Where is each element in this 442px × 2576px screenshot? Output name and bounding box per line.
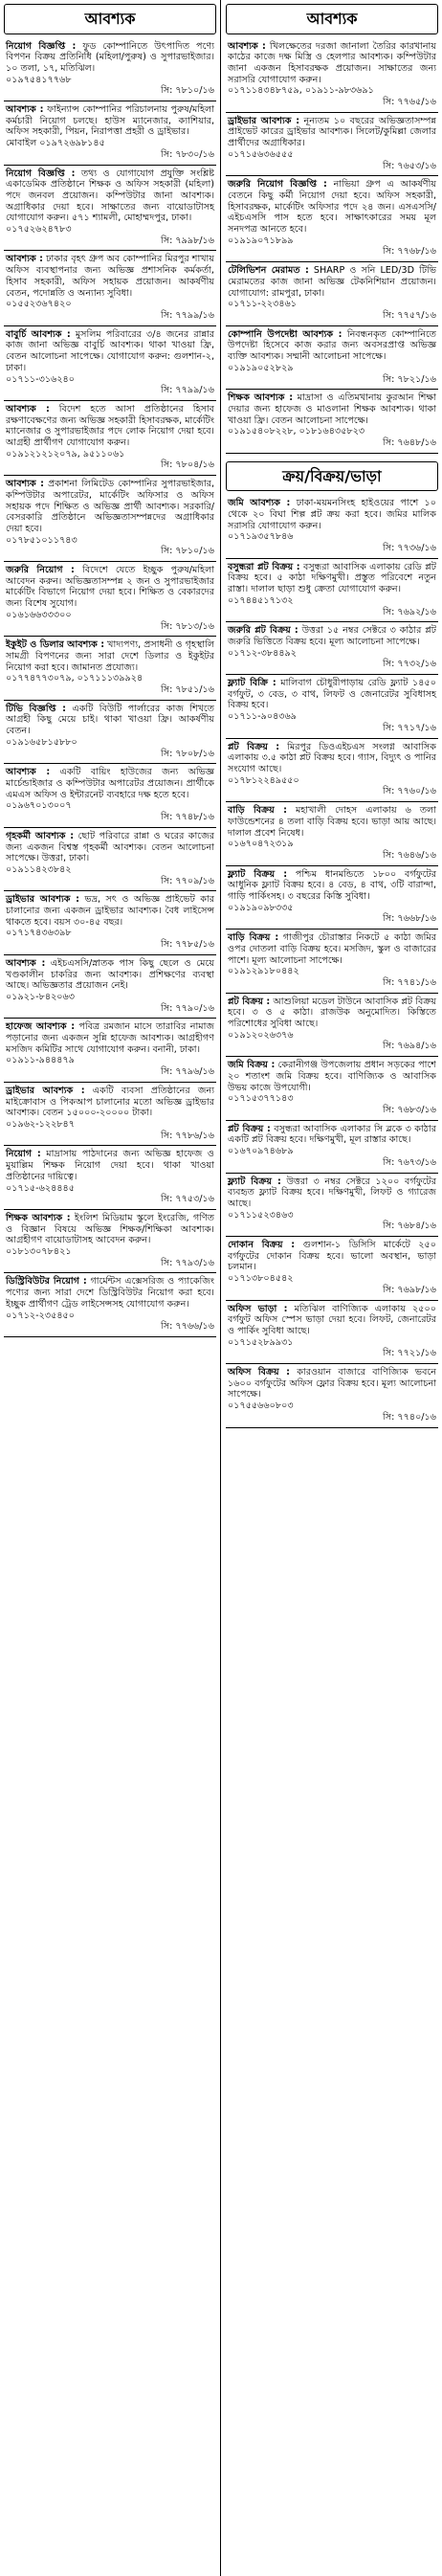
classified-ad (226, 622, 438, 675)
ad-contact-number: ০১৮১৩০৭৮৪২১ (6, 1246, 72, 1258)
ad-contact-number: ০১৯১২০২৬৩৭৬ (228, 1029, 294, 1041)
right-ads-list (226, 38, 438, 454)
classified-ad (226, 559, 438, 623)
ad-reference-code: সি: ৭৭৩২/১৬ (382, 659, 436, 670)
ad-reference-code: সি: ৭৬৮৩/১৬ (383, 1104, 436, 1115)
ad-headline: ড্রাইভার আবশ্যক : (6, 1085, 85, 1096)
ad-headline: আবশ্যক : (6, 767, 51, 778)
ad-reference-code: সি: ৭৬৯২/১৬ (383, 606, 436, 617)
ad-reference-code: সি: ৭৭২১/১৬ (383, 1348, 436, 1359)
ad-contact-number: ০১৯১২১২১২০৭৯, ৯৫১১০৬১ (6, 448, 125, 459)
classified-ad (226, 930, 438, 994)
ad-body: ফুড কোম্পানিতে উৎপাদিত পণ্যে বিপণন বিক্রয় প্রতিনিধি (মহিলা/পুরুষ) ও সুপারভাইজার। ১০ তলা, ১৭, মতিঝিল। (6, 40, 215, 74)
classified-ad (226, 1364, 438, 1428)
classified-ad (4, 476, 216, 562)
ad-reference-code: সি: ৭৮০৮/১৬ (161, 748, 214, 759)
ad-headline: দোকান বিক্রয় : (228, 1240, 296, 1251)
ad-contact-number: ০১৯১৫৪০৮২২৮, ০১৮১৬৪৩৫৮২৩ (228, 426, 365, 437)
ad-headline: ইকুইট ও ডিলার আবশ্যক : (6, 639, 105, 651)
ad-body: গাজীপুর চৌরাস্তার নিকটে ৫ কাঠা জমির ওপর দোতলা বাড়ি বিক্রয় হবে। মসজিদ, স্কুল ও বাজারের পাশে। মূল্য আলোচনা সাপেক্ষে। (228, 932, 436, 966)
left-column-header: আবশ্যক (4, 4, 216, 34)
ad-contact-number: মোবাইল ০১৯৭২৬৯৮১৪৫ (6, 138, 105, 149)
ad-headline: শিক্ষক আবশ্যক : (6, 1212, 71, 1223)
ad-reference-code: সি: ৭৭৫৩/১৬ (161, 1194, 214, 1205)
ad-reference-code: সি: ৭৬৯৮/১৬ (383, 1284, 436, 1295)
ad-reference-code: সি: ৭৭৯৯/১৬ (161, 385, 214, 396)
ad-reference-code: সি: ৭৭৬৮/১৬ (383, 246, 436, 258)
ad-body: ঢাকার বৃহৎ গ্রুপ অব কোম্পানির মিরপুর শাখায় অফিস ব্যবস্থাপনার জন্য অভিজ্ঞ প্রশাসনিক কর্মকর্তা, হিসাব সহকারী, অফিস সহায়ক প্রয়োজন। আকর্ষণীয় বেতন, পদোন্নতি ও অন্যান্য সুবিধা। (6, 254, 214, 299)
ad-contact-number: ০১৬৭০৪৭২৩১৯ (228, 839, 294, 850)
classified-ad (226, 1301, 438, 1365)
classified-ad (4, 1083, 216, 1147)
ad-body: পবিত্র রমজান মাসে তারাবির নামাজ পড়ানোর জন্য একজন সুন্নি হাফেজ আবশ্যক। আগ্রহীগণ মসজিদ কমিটির সাথে যোগাযোগ করুন। বনানী, ঢাকা। (6, 1021, 214, 1055)
ad-body: ভদ্র, সৎ ও অভিজ্ঞ প্রাইভেট কার চালানোর জন্য একজন ড্রাইভার আবশ্যক। বৈধ লাইসেন্স থাকতে হবে। বয়স ৩০-৪৫ বছর। (6, 894, 214, 928)
left-column (4, 4, 216, 1337)
ad-contact-number: ০১৭৫৫৬৬০৮০৩ (228, 1400, 294, 1412)
classified-ad (4, 955, 216, 1019)
ad-body: বসুন্ধরা আবাসিক এলাকায় রেডি প্লট বিক্রয় হবে। ৫ কাঠা দক্ষিণমুখী। প্রস্তুত পরিবেশে নতুন রাস্তা। দালাল ছাড়া শুধু ক্রেতা যোগাযোগ করুন। (228, 561, 436, 595)
classified-ad (4, 101, 216, 166)
classified-ad (4, 891, 216, 955)
ad-reference-code: সি: ৭৭১৭/১৬ (383, 722, 436, 733)
ad-headline: আবশ্যক : (6, 104, 44, 116)
ad-reference-code: সি: ৭৭৯০/১৬ (161, 1002, 214, 1014)
ad-contact-number: ০১৭১১-৩১৬২৪০ (6, 373, 76, 385)
ad-body: আশুলিয়া মডেল টাউনে আবাসিক প্লট বিক্রয় হবে। ৩ ও ৫ কাঠা। রাজউক অনুমোদিত। কিস্তিতে পরিশোধের সুবিধা আছে। (228, 996, 436, 1030)
classified-ad (4, 1146, 216, 1210)
ad-headline: নিয়োগ বিজ্ঞপ্তি : (6, 168, 76, 179)
classified-ad (4, 251, 216, 325)
ad-body: খাদ্যপণ্য, প্রসাধনী ও গৃহস্থালি সামগ্রী বিপণনের জন্য সারা দেশে ডিলার ও ইকুইটর নিয়োগ করা হবে। জামানত প্রযোজ্য। (6, 639, 214, 673)
ad-body: একটি ব্যবসা প্রতিষ্ঠানের জন্য মাইক্রোবাস ও পিকআপ চালানোর মতো অভিজ্ঞ ড্রাইভার আবশ্যক। বেতন ১৫০০০-২০০০০ টাকা। (6, 1085, 214, 1119)
ad-contact-number: ০১৬৭০৯৭৪৬৮৯ (228, 1146, 294, 1157)
ad-headline: প্লট বিক্রয় : (228, 741, 280, 752)
ad-contact-number: ০১৭১৫-৬২৪৪৪৫ (6, 1182, 75, 1194)
ad-headline: ফ্ল্যাট বিক্রয় : (228, 1176, 281, 1187)
ad-body: খিলক্ষেতের দরজা জানালা তৈরির কারখানায় কাঠের কাজে দক্ষ মিস্ত্রি ও হেলপার আবশ্যক। কম্পিউটার জানা একজন হিসাবরক্ষক প্রয়োজন। সাক্ষাতের জন্য সরাসরি যোগাযোগ করুন। (228, 40, 436, 85)
ad-reference-code: সি: ৭৬৯৪/১৬ (383, 1041, 436, 1052)
ad-reference-code: সি: ৭৭৩৬/১৬ (382, 543, 436, 554)
classified-ad (226, 866, 438, 930)
ad-headline: ডিস্ট্রিবিউটর নিয়োগ : (6, 1276, 87, 1288)
ad-headline: টিভি বিজ্ঞপ্তি : (6, 703, 66, 714)
ad-reference-code: সি: ৭৬৫৩/১৬ (383, 160, 436, 171)
ad-contact-number: ০১৭১২-৩৮৪৪৯২ (228, 647, 298, 659)
ad-reference-code: সি: ৭৮৫১/১৬ (161, 684, 214, 696)
classified-ad (226, 739, 438, 803)
classified-ad (226, 1237, 438, 1301)
classified-ad (226, 1174, 438, 1238)
left-ads-list (4, 38, 216, 1337)
ad-body: ছোট পরিবারে রান্না ও ঘরের কাজের জন্য একজন বিশ্বস্ত গৃহকর্মী আবশ্যক। বেতন আলোচনা সাপেক্ষে। উত্তরা, ঢাকা। (6, 830, 214, 864)
ad-headline: বাবুর্চি আবশ্যক : (6, 328, 71, 340)
ad-contact-number: ০১৭১১-৯০৪৩৬৯ (228, 711, 298, 723)
classified-ad (4, 764, 216, 828)
ad-headline: ড্রাইভার আবশ্যক : (6, 894, 79, 906)
classified-ad (226, 1057, 438, 1121)
ad-reference-code: সি: ৭৭৪১/১৬ (383, 976, 436, 988)
ad-body: মহাখালী দোহস এলাকায় ৬ তলা ফাউন্ডেশনের ৪ তলা বাড়ি বিক্রয় হবে। ভাড়া আয় আছে। দালাল প্রবেশ নিষেধ। (228, 805, 436, 839)
ad-contact-number: ০১৭৫২৬২৪৭৮৩ (6, 224, 72, 235)
ad-contact-number: ০১৭১৯৩৫৭৮৪৬ (228, 531, 294, 543)
ad-body: বিদেশে যেতে ইচ্ছুক পুরুষ/মহিলা আবেদন করুন। অভিজ্ঞতাসম্পন্ন ২ জন ও সুপারভাইজার মার্কেটিং বিভাগে নিয়োগ দেয়া হবে। শিক্ষিত ও বেকারদের জন্য বিশেষ সুযোগ। (6, 565, 215, 610)
ad-reference-code: সি: ৭৭৪০/১৬ (383, 1411, 436, 1422)
column-divider (220, 0, 221, 2576)
ad-reference-code: সি: ৭৭৬৫/১৬ (383, 97, 436, 108)
classified-ad (4, 828, 216, 892)
ad-headline: অফিস বিক্রয় : (228, 1367, 290, 1378)
ad-body: একটি বিউটি পার্লারের কাজ শিখতে আগ্রহী কিছু মেয়ে চাই। থাকা খাওয়া ফ্রি। আকর্ষণীয় বেতন। (6, 703, 214, 737)
classified-ad (226, 495, 438, 559)
ad-contact-number: ০১৭৮১২২৪৯৫৫০ (228, 774, 299, 786)
ad-body: গার্মেন্টস এক্সেসরিজ ও প্যাকেজিং পণ্যের জন্য সারা দেশে ডিস্ট্রিবিউটর নিয়োগ করা হবে। ইচ্ছুক প্রার্থীগণ ট্রেড লাইসেন্সসহ যোগাযোগ করুন। (6, 1276, 214, 1310)
ad-headline: বাড়ি বিক্রয় : (228, 932, 279, 944)
ad-body: প্রকাশনা লিমিটেড কোম্পানির সুপারভাইজার, কম্পিউটার অপারেটর, মার্কেটিং অফিসার ও অফিস সহায়ক পদে শিক্ষিত ও অভিজ্ঞ প্রার্থী আবশ্যক। সরকারি/বেসরকারি প্রতিষ্ঠানে অভিজ্ঞতাসম্পন্নদের অগ্রাধিকার দেয়া হবে। (6, 479, 214, 534)
ad-body: মিরপুর ডিওএইচএস সংলগ্ন আবাসিক এলাকায় ৩.৫ কাঠা প্লট বিক্রয় হবে। গ্যাস, বিদ্যুৎ ও পানির সংযোগ আছে। (228, 741, 436, 774)
ad-body: মালিবাগ চৌধুরীপাড়ায় রেডি ফ্ল্যাট ১৪৫০ বর্গফুট, ৩ বেড, ৩ বাথ, লিফট ও জেনারেটর সুবিধাসহ বিক্রয় হবে। (228, 678, 436, 711)
ad-reference-code: সি: ৭৬৪৮/১৬ (383, 437, 436, 449)
ad-contact-number: ০১৭১২-২৩৫৪৫০ (6, 1310, 76, 1321)
ad-reference-code: সি: ৭৮১৩/১৬ (161, 620, 214, 632)
ad-body: মুসলিম পরিবারের ৩/৪ জনের রান্নার কাজ জানা অভিজ্ঞ বাবুর্চি আবশ্যক। থাকা খাওয়া ফ্রি, বেতন আলোচনা সাপেক্ষে। যোগাযোগ করুন: গুলশান-২, ঢাকা। (6, 328, 214, 373)
ad-body: ইংলিশ মিডিয়াম স্কুলে ইংরেজি, গণিত ও বিজ্ঞান বিষয়ে অভিজ্ঞ শিক্ষক/শিক্ষিকা আবশ্যক। আগ্রহীগণ বায়োডাটাসহ আবেদন করুন। (6, 1212, 214, 1246)
classified-ad (4, 562, 216, 637)
ad-reference-code: সি: ৭৭০৯/১৬ (161, 875, 214, 886)
classified-ad (4, 637, 216, 701)
ad-reference-code: সি: ৭৭৬০/১৬ (382, 786, 436, 797)
ad-headline: নিয়োগ : (6, 1149, 41, 1160)
ad-headline: নিয়োগ বিজ্ঞপ্তি : (6, 40, 77, 52)
classified-ad (4, 326, 216, 401)
ad-headline: আবশ্যক : (6, 957, 46, 969)
ad-headline: প্লট বিক্রয় : (228, 1123, 271, 1134)
ad-contact-number: ০১৭৮৫১০১১৭৪৩ (6, 534, 77, 546)
classified-ad (4, 1019, 216, 1083)
ad-contact-number: ০১৯২১-৮৪২০৬৩ (6, 991, 76, 1002)
ad-headline: জরুরি নিয়োগ বিজ্ঞপ্তি : (228, 179, 327, 190)
ad-headline: গৃহকর্মী আবশ্যক : (6, 830, 75, 841)
ad-contact-number: ০১৯৭৫৪১৭৭৬৮ (6, 74, 72, 85)
ad-reference-code: সি: ৭৮২১/১৬ (383, 373, 436, 385)
right-column-header: আবশ্যক (226, 4, 438, 34)
ad-headline: জমি বিক্রয় : (228, 1060, 276, 1071)
ad-reference-code: সি: ৭৮৩০/১৬ (161, 148, 214, 160)
classified-ad (226, 390, 438, 454)
ad-body: এইচএসসি/স্নাতক পাস কিছু ছেলে ও মেয়ে খণ্ডকালীন চাকরির জন্য আবশ্যক। প্রশিক্ষণের ব্যবস্থা আছে। অভিজ্ঞতার প্রয়োজন নেই। (6, 957, 214, 992)
ad-headline: কোম্পানি উপদেষ্টা আবশ্যক : (228, 328, 343, 340)
ad-body: উত্তরা ৩ নম্বর সেক্টরে ১২০০ বর্গফুটের ব্যবহৃত ফ্ল্যাট বিক্রয় হবে। দক্ষিণমুখী, লিফট ও গ্যারেজ আছে। (228, 1176, 436, 1209)
buy-sell-rent-ads-list (226, 495, 438, 1427)
ad-headline: জরুরি প্লট বিক্রয় : (228, 625, 298, 637)
ad-headline: প্লট বিক্রয় : (228, 996, 271, 1007)
ad-headline: জমি আবশ্যক : (228, 498, 291, 509)
ad-body: উত্তরা ১৫ নম্বর সেক্টরে ৩ কাঠার প্লট জরুরি ভিত্তিতে বিক্রয় হবে। মূল্য আলোচনা সাপেক্ষে। (228, 625, 436, 647)
ad-contact-number: ০১৯১৬৫৮১৫৮৮০ (6, 736, 77, 748)
ad-contact-number: ০১৭৪৪৫১৭১৩২ (228, 594, 294, 606)
ad-reference-code: সি: ৭৬৮৪/১৬ (383, 1221, 436, 1232)
ad-headline: টেলিভিশন মেরামত : (228, 265, 309, 277)
ad-contact-number: ০১৯৬৭০১৩০০৭ (6, 800, 72, 812)
ad-contact-number: ০১৬১৬৬৩৩৩০০ (6, 609, 72, 620)
ad-body: মতিঝিল বাণিজ্যিক এলাকায় ২৫০০ বর্গফুট অফিস স্পেস ভাড়া দেয়া হবে। লিফট, জেনারেটর ও পার্কিং সুবিধা আছে। (228, 1303, 436, 1336)
ad-reference-code: সি: ৭৭৬৬/১৬ (160, 1321, 214, 1333)
ad-contact-number: ০১৭১১৫২৩৪৬৩ (228, 1209, 294, 1221)
classified-ad (226, 38, 438, 113)
ad-contact-number: ০১৭১১৪৩৪৮৭৫৯, ০১৯১১-৯৮৩৬৯১ (228, 85, 374, 97)
ad-reference-code: সি: ৭৭৪৮/১৬ (161, 812, 214, 823)
ad-contact-number: ০১৯১৯০৯৮৩৩৫ (228, 902, 294, 913)
ad-headline: বাড়ি বিক্রয় : (228, 805, 287, 817)
ad-body: ঢাকা-ময়মনসিংহ হাইওয়ের পাশে ১০ থেকে ২০ বিঘা শিল্প প্লট ক্রয় করা হবে। জমির মালিক সরাসরি যোগাযোগ করুন। (228, 498, 437, 531)
ad-reference-code: সি: ৭৭৫৭/১৬ (383, 309, 436, 321)
classified-ad (226, 675, 438, 739)
ad-reference-code: সি: ৭৮১০/১৬ (161, 85, 214, 97)
ad-reference-code: সি: ৭৬৪৬/১৬ (383, 849, 436, 861)
ad-reference-code: সি: ৭৯৯৮/১৬ (161, 235, 214, 246)
ad-reference-code: সি: ৭৭৯৩/১৬ (161, 1257, 214, 1268)
classified-ad (226, 802, 438, 866)
ad-contact-number: ০১৯৬২-১২২৮৪৭ (6, 1118, 76, 1130)
ad-contact-number: ০১৭১৫৩৭৭১৪৩ (228, 1093, 294, 1105)
ad-headline: আবশ্যক : (6, 403, 50, 414)
ad-contact-number: ০১৭১৫২৮৯৯৩১ (228, 1336, 294, 1348)
ad-headline: আবশ্যক : (6, 479, 44, 490)
ad-body: কেরানীগঞ্জ উপজেলায় প্রধান সড়কের পাশে ২০ শতাংশ জমি বিক্রয় হবে। বাণিজ্যিক ও আবাসিক উভয় কাজে উপযোগী। (228, 1060, 436, 1093)
right-column (226, 4, 438, 1428)
ad-contact-number: ০১৯১৯০৭১৮৯৯ (228, 235, 294, 246)
ad-body: SHARP ও সনি LED/3D টিভি মেরামতের কাজ জানা অভিজ্ঞ টেকনিশিয়ান প্রয়োজন। যোগাযোগ: রামপুরা, ঢাকা। (228, 265, 436, 299)
classified-ad (226, 1121, 438, 1174)
ad-contact-number: ০১৭১৩৮০৪৫৪২ (228, 1273, 294, 1285)
classified-ad (226, 994, 438, 1058)
ad-headline: হাফেজ আবশ্যক : (6, 1021, 76, 1033)
ad-contact-number: ০১৭১৫৬৩৬৫৫৫ (228, 148, 294, 160)
ad-reference-code: সি: ৭৭৮৫/১৬ (161, 939, 214, 951)
ad-reference-code: সি: ৭৬৬৮/১৬ (383, 913, 436, 925)
ad-contact-number: ০১৭১১-২২৩৪৬১ (228, 299, 298, 310)
ad-headline: ফ্ল্যাট বিক্রয় : (228, 868, 288, 880)
ad-body: ফাইন্যান্স কোম্পানির পরিচালনায় পুরুষ/মহিলা কর্মচারী নিয়োগ চলছে। হাউস ম্যানেজার, ক্যাশিয়ার, অফিস সহকারী, পিয়ন, নিরাপত্তা প্রহরী ও ড্রাইভার। (6, 104, 214, 138)
ad-reference-code: সি: ৭৭৯৬/১৬ (161, 1066, 214, 1078)
ad-body: গুলশান-১ ডিসিসি মার্কেটে ২৫০ বর্গফুটের দোকান বিক্রয় হবে। ভালো অবস্থান, ভাড়া চলমান। (228, 1240, 437, 1273)
ad-body: নিবন্ধনকৃত কোম্পানিতে উপদেষ্টা হিসেবে কাজ করার জন্য অবসরপ্রাপ্ত অভিজ্ঞ ব্যক্তি আবশ্যক। সম্মানী আলোচনা সাপেক্ষে। (228, 328, 436, 363)
ad-body: বিদেশ হতে আসা প্রতিষ্ঠানের হিসাব রক্ষণাবেক্ষণের জন্য অভিজ্ঞ সহকারী হিসাবরক্ষক, মার্কেটিং ম্যানেজার ও সুপারভাইজার পদে লোক নিয়োগ দেয়া হবে। আগ্রহী প্রার্থীগণ যোগাযোগ করুন। (6, 403, 214, 449)
ad-reference-code: সি: ৭৬৭৩/১৬ (382, 1156, 436, 1168)
ad-reference-code: সি: ৭৭৮৬/১৬ (161, 1130, 214, 1141)
ad-body: বসুন্ধরা আবাসিক এলাকার সি ব্লকে ৩ কাঠার একটি প্লট বিক্রয় হবে। দক্ষিণমুখী, মূল রাস্তার কাছে। (228, 1123, 436, 1146)
ad-reference-code: সি: ৭৮১০/১৬ (161, 546, 214, 557)
ad-contact-number: ০১৯১১-৯৪৪৪৭৯ (6, 1055, 75, 1066)
ad-body: মাদ্রাসা ও এতিমখানায় কুরআন শিক্ষা দেয়ার জন্য হাফেজ ও মাওলানা শিক্ষক আবশ্যক। থাকা খাওয়া ফ্রি। বেতন আলোচনা সাপেক্ষে। (228, 392, 436, 426)
ad-headline: ফ্ল্যাট বিক্রি : (228, 678, 276, 689)
ad-contact-number: ০১৭১৭৪৩৬৩৯৮ (6, 928, 72, 939)
ad-body: মাদ্রাসায় পাঠদানের জন্য অভিজ্ঞ হাফেজ ও মুয়াল্লিম শিক্ষক নিয়োগ দেয়া হবে। থাকা খাওয়া প্রতিষ্ঠানের দায়িত্বে। (6, 1149, 214, 1182)
ad-body: পশ্চিম ধানমন্ডিতে ১৮০০ বর্গফুটের আধুনিক ফ্ল্যাট বিক্রয় হবে। ৪ বেড, ৪ বাথ, ৩টি বারান্দা, গাড়ি পার্কিংসহ। ৩ বছরের কিস্তি সুবিধা। (228, 868, 436, 903)
ad-headline: শিক্ষক আবশ্যক : (228, 392, 294, 404)
ad-body: নাভিয়া গ্রুপ এ আকর্ষণীয় বেতনে কিছু কর্মী নিয়োগ দেয়া হবে। অফিস সহকারী, হিসাবরক্ষক, মার্কেটিং অফিসার পদে ২৪ জন। এসএসসি/এইচএসসি পাস হতে হবে। সাক্ষাৎকারের সময় মূল সনদপত্র আনতে হবে। (228, 179, 437, 235)
ad-headline: অফিস ভাড়া : (228, 1303, 288, 1314)
classified-ad (4, 1273, 216, 1337)
classified-ad (4, 38, 216, 102)
ad-contact-number: ০১৯১১৪২৩৮৪২ (6, 863, 72, 875)
ad-contact-number: ০১৫৫২৩৬৭৪২০ (6, 299, 72, 310)
ad-reference-code: সি: ৭৮০৪/১৬ (161, 459, 214, 471)
ad-headline: আবশ্যক : (6, 254, 43, 265)
ad-headline: জরুরি নিয়োগ : (6, 565, 75, 576)
classified-ad (4, 166, 216, 252)
classified-ad (4, 701, 216, 765)
ad-headline: ড্রাইভার আবশ্যক : (228, 115, 300, 126)
classified-ad (4, 1210, 216, 1274)
ad-body: একটি বায়িং হাউজের জন্য অভিজ্ঞ মার্চেন্ডাইজার ও কম্পিউটার অপারেটর প্রয়োজন। প্রার্থীকে এমএস অফিস ও ইন্টারনেট ব্যবহারে দক্ষ হতে হবে। (6, 767, 214, 800)
ad-body: তথ্য ও যোগাযোগ প্রযুক্তি সংশ্লিষ্ট একাডেমিক প্রতিষ্ঠানে শিক্ষক ও অফিস সহকারী (মহিলা) পদে জনবল প্রয়োজন। কম্পিউটার জানা আবশ্যক। অগ্রাধিকার দেয়া হবে। সাক্ষাতের জন্য বায়োডাটাসহ যোগাযোগ করুন। ৫৭১ শ্যামলী, মোহাম্মদপুর, ঢাকা। (6, 168, 214, 224)
ad-contact-number: ০১৭৭৪৭৭৩০৭৯, ০১৭১১১৩৯৯২৪ (6, 673, 144, 684)
buy-sell-rent-header: ক্রয়/বিক্রয়/ভাড়া (226, 461, 438, 492)
classified-ad (226, 113, 438, 177)
ad-headline: বসুন্ধরা প্লট বিক্রয় : (228, 561, 300, 572)
ad-contact-number: ০১৯১৯০৫২৮২৯ (228, 362, 294, 373)
classified-ad (226, 176, 438, 262)
ad-reference-code: সি: ৭৭৯৯/১৬ (161, 309, 214, 321)
ad-headline: আবশ্যক : (228, 40, 266, 52)
classified-ad (4, 401, 216, 476)
ad-body: নূন্যতম ১০ বছরের অভিজ্ঞতাসম্পন্ন প্রাইভেট কারের ড্রাইভার আবশ্যক। সিলেট/কুমিল্লা জেলার প্রার্থীদের অগ্রাধিকার। (228, 115, 436, 149)
ad-body: কারওয়ান বাজারে বাণিজ্যিক ভবনে ১৬০০ বর্গফুটের অফিস ফ্লোর বিক্রয় হবে। মূল্য আলোচনা সাপেক্ষে। (228, 1367, 436, 1400)
classified-ad (226, 326, 438, 391)
classified-ad (226, 262, 438, 326)
ad-contact-number: ০১৯১২৯১৮০৪৪২ (228, 966, 299, 977)
